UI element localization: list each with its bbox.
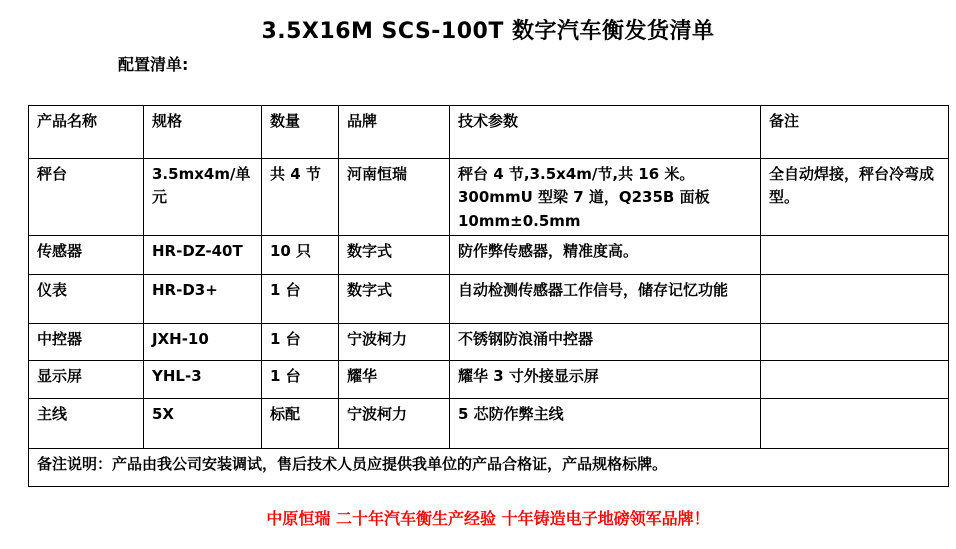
qty-cell: 1 台 — [262, 274, 339, 323]
brand-cell: 数字式 — [339, 235, 450, 274]
remark-row — [29, 448, 949, 486]
note-cell — [761, 274, 949, 323]
note-cell: 全自动焊接，秤台冷弯成型。 — [761, 159, 949, 236]
params-cell: 5 芯防作弊主线 — [450, 398, 761, 448]
qty-cell: 1 台 — [262, 323, 339, 360]
spec-cell: YHL-3 — [144, 360, 262, 398]
product-cell: 秤台 — [29, 159, 144, 236]
product-cell: 仪表 — [29, 274, 144, 323]
table-row — [29, 235, 949, 274]
params-cell: 不锈钢防浪涌中控器 — [450, 323, 761, 360]
brand-slogan: 中原恒瑞 二十年汽车衡生产经验 十年铸造电子地磅领军品牌！ — [266, 509, 710, 528]
spec-cell: JXH-10 — [144, 323, 262, 360]
spec-cell: HR-D3+ — [144, 274, 262, 323]
note-cell — [761, 235, 949, 274]
qty-cell: 共 4 节 — [262, 159, 339, 236]
header-cell-spec: 规格 — [144, 106, 262, 159]
header-cell-note: 备注 — [761, 106, 949, 159]
params-cell: 耀华 3 寸外接显示屏 — [450, 360, 761, 398]
brand-cell: 宁波柯力 — [339, 323, 450, 360]
params-cell: 防作弊传感器，精准度高。 — [450, 235, 761, 274]
document-title: 3.5X16M SCS-100T 数字汽车衡发货清单 — [261, 19, 715, 44]
header-cell-product: 产品名称 — [29, 106, 144, 159]
remark-text-segment: 产品 — [562, 454, 593, 473]
remark-text-segment: 规格标牌。 — [592, 454, 668, 473]
section-label: 配置清单: — [118, 55, 189, 74]
brand-cell: 宁波柯力 — [339, 398, 450, 448]
remark-label: 备注说明： — [37, 454, 113, 473]
header-cell-brand: 品牌 — [339, 106, 450, 159]
brand-cell: 数字式 — [339, 274, 450, 323]
remark-text-segment: 由我公司安装调试，售后技术人员应提供我单位的 — [142, 454, 473, 473]
note-cell — [761, 323, 949, 360]
qty-cell: 标配 — [262, 398, 339, 448]
remark-cell — [29, 448, 949, 486]
header-cell-params: 技术参数 — [450, 106, 761, 159]
product-cell: 主线 — [29, 398, 144, 448]
product-cell: 显示屏 — [29, 360, 144, 398]
remark-text-segment: 产品 — [472, 454, 503, 473]
remark-text-segment: 产品 — [112, 454, 143, 473]
qty-cell: 10 只 — [262, 235, 339, 274]
header-cell-qty: 数量 — [262, 106, 339, 159]
brand-cell: 耀华 — [339, 360, 450, 398]
params-cell: 秤台 4 节,3.5x4m/节,共 16 米。300mmU 型梁 7 道，Q235B 面板 10mm±0.5mm — [450, 159, 761, 236]
spec-cell: 5X — [144, 398, 262, 448]
configuration-table — [28, 105, 949, 487]
spec-cell: 3.5mx4m/单元 — [144, 159, 262, 236]
table-row — [29, 274, 949, 323]
table-header-row — [29, 106, 949, 159]
note-cell — [761, 360, 949, 398]
remark-text-segment: 合格证， — [502, 454, 563, 473]
table-row — [29, 398, 949, 448]
table-row — [29, 360, 949, 398]
product-cell: 传感器 — [29, 235, 144, 274]
table-row — [29, 323, 949, 360]
params-cell: 自动检测传感器工作信号，储存记忆功能 — [450, 274, 761, 323]
spec-cell: HR-DZ-40T — [144, 235, 262, 274]
table-row — [29, 159, 949, 236]
brand-cell: 河南恒瑞 — [339, 159, 450, 236]
qty-cell: 1 台 — [262, 360, 339, 398]
product-cell: 中控器 — [29, 323, 144, 360]
note-cell — [761, 398, 949, 448]
